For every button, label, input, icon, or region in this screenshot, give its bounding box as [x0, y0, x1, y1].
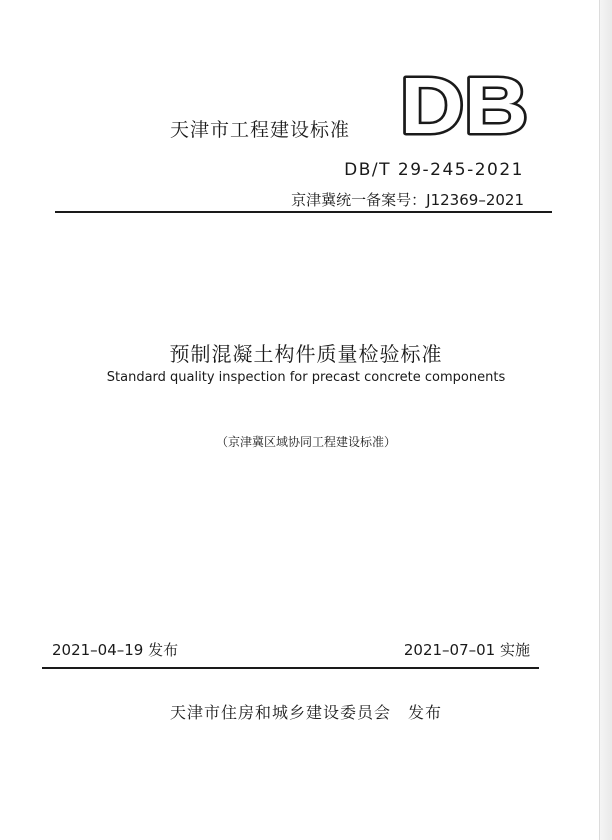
db-logo-text: DB: [400, 72, 528, 140]
implementation-date: 2021–07–01 实施: [403, 641, 530, 659]
top-divider: [55, 211, 552, 213]
publisher: 天津市住房和城乡建设委员会 发布: [169, 703, 442, 722]
standard-code: DB/T 29-245-2021: [344, 160, 524, 180]
issue-date: 2021–04–19 发布: [52, 641, 179, 659]
record-number: 京津冀统一备案号：J12369–2021: [291, 191, 524, 209]
title-english: Standard quality inspection for precast concrete components: [106, 370, 506, 385]
bottom-divider: [42, 667, 539, 669]
title-chinese: 预制混凝土构件质量检验标准: [169, 342, 443, 366]
issuer-heading: 天津市工程建设标准: [170, 119, 351, 141]
title-subtitle: （京津冀区域协同工程建设标准）: [215, 435, 396, 449]
db-logo: [398, 72, 530, 140]
